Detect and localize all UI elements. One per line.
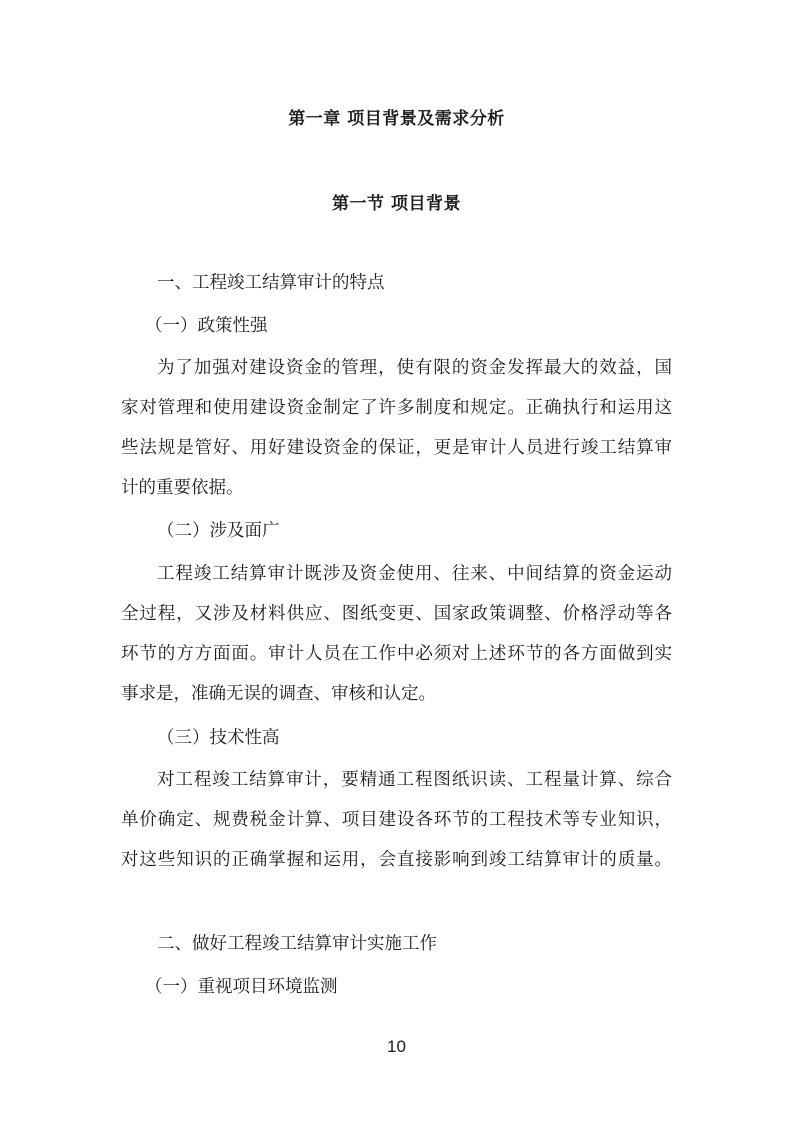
section-title: 第一节 项目背景 [332,194,461,214]
paragraph-line: 全过程，又涉及材料供应、图纸变更、国家政策调整、价格浮动等各 [121,604,672,624]
part1-sub3-heading: （三）技术性高 [157,728,280,748]
page-number: 10 [387,1037,406,1056]
part1-heading: 一、工程竣工结算审计的特点 [157,273,385,293]
paragraph-line: 环节的方方面面。审计人员在工作中必须对上述环节的各方面做到实 [121,644,672,664]
paragraph-line: 工程竣工结算审计既涉及资金使用、往来、中间结算的资金运动 [157,564,672,584]
paragraph-line: 计的重要依据。 [121,478,244,498]
paragraph-line: 些法规是管好、用好建设资金的保证，更是审计人员进行竣工结算审 [121,438,672,458]
part1-sub1-heading: （一）政策性强 [145,316,268,336]
part2-sub1-heading: （一）重视项目环境监测 [145,977,338,997]
paragraph-line: 对工程竣工结算审计，要精通工程图纸识读、工程量计算、综合 [157,770,672,790]
paragraph-line: 为了加强对建设资金的管理，使有限的资金发挥最大的效益，国 [157,358,672,378]
paragraph-line: 对这些知识的正确掌握和运用，会直接影响到竣工结算审计的质量。 [121,850,672,870]
paragraph-line: 事求是，准确无误的调查、审核和认定。 [121,684,436,704]
part2-heading: 二、做好工程竣工结算审计实施工作 [157,934,437,954]
paragraph-line: 单价确定、规费税金计算、项目建设各环节的工程技术等专业知识， [121,810,672,830]
paragraph-line: 家对管理和使用建设资金制定了许多制度和规定。正确执行和运用这 [121,398,672,418]
part1-sub2-heading: （二）涉及面广 [157,521,280,541]
chapter-title: 第一章 项目背景及需求分析 [288,109,505,129]
